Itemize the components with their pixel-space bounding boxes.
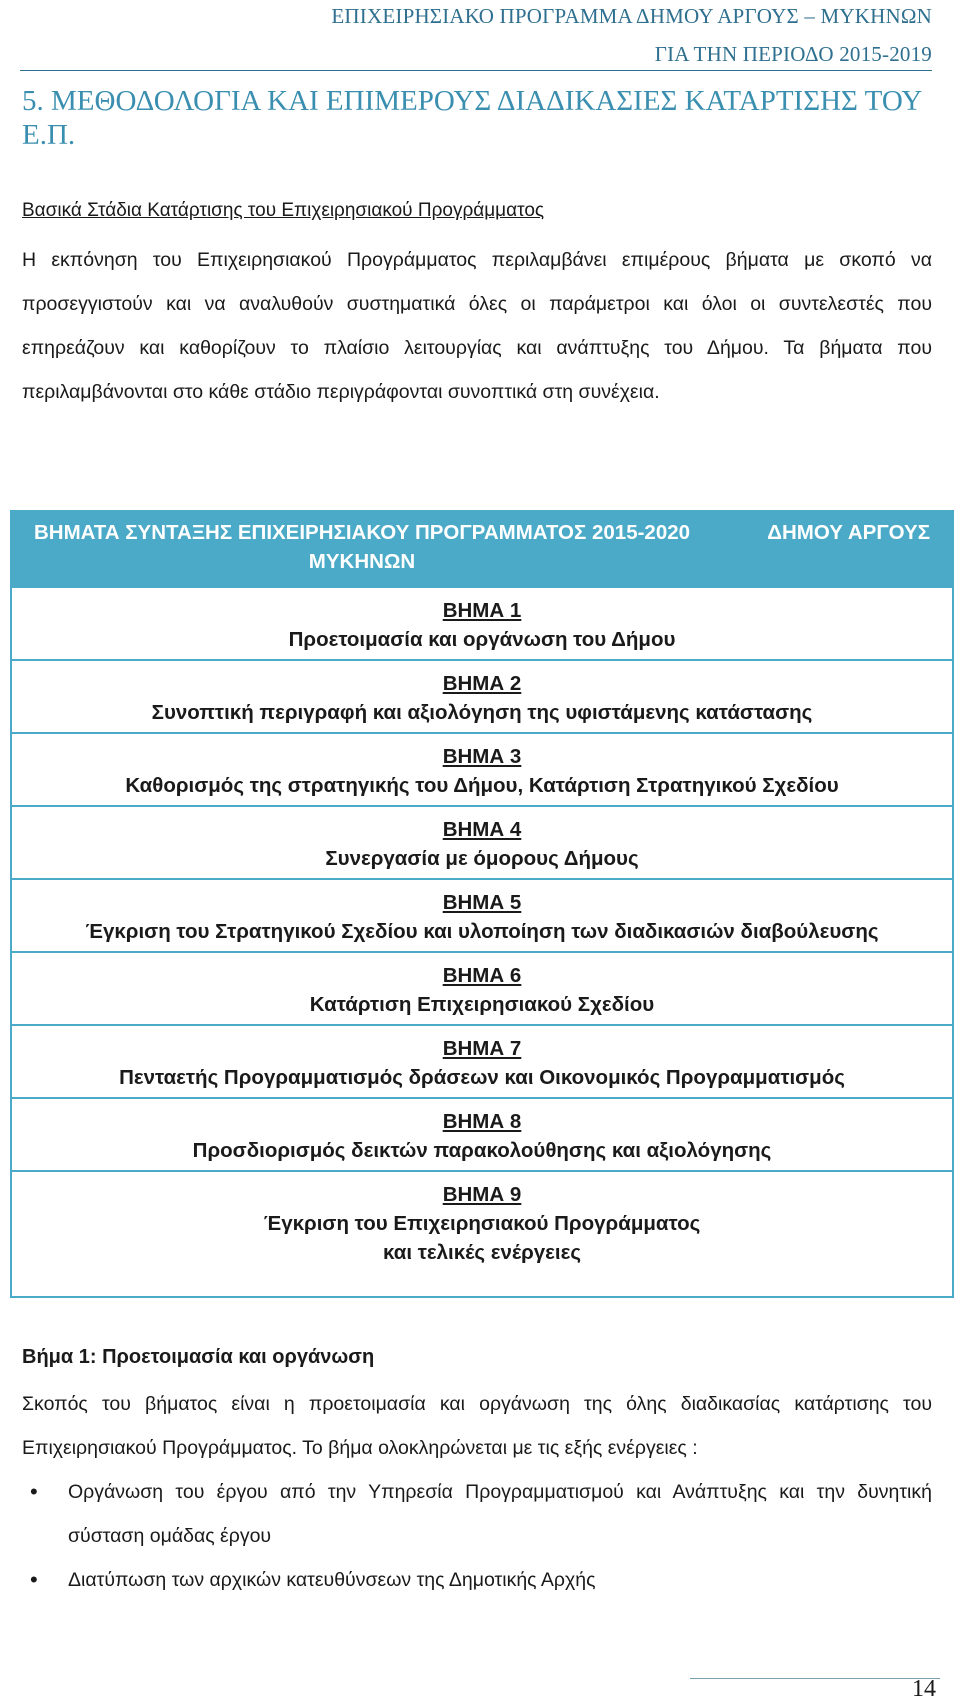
step-label: ΒΗΜΑ 7 [442, 1037, 522, 1060]
step-description: Προσδιορισμός δεικτών παρακολούθησης και αξιολόγησης [192, 1139, 772, 1162]
step-description: Πενταετής Προγραμματισμός δράσεων και Οικονομικός Προγραμματισμός [119, 1066, 845, 1089]
step-description: Έγκριση του Στρατηγικού Σχεδίου και υλοποίηση των διαδικασιών διαβούλευσης [85, 920, 879, 943]
table-header-left: ΒΗΜΑΤΑ ΣΥΝΤΑΞΗΣ ΕΠΙΧΕΙΡΗΣΙΑΚΟΥ ΠΡΟΓΡΑΜΜΑΤΟΣ 2015-2020 ΜΥΚΗΝΩΝ [33, 521, 691, 573]
subheading: Βασικά Στάδια Κατάρτισης του Επιχειρησιακού Προγράμματος [22, 200, 545, 221]
step-row [12, 732, 952, 805]
step-description: Κατάρτιση Επιχειρησιακού Σχεδίου [309, 993, 655, 1016]
section-title: 5. ΜΕΘΟΔΟΛΟΓΙΑ ΚΑΙ ΕΠΙΜΕΡΟΥΣ ΔΙΑΔΙΚΑΣΙΕΣ ΚΑΤΑΡΤΙΣΗΣ ΤΟΥ Ε.Π. [22, 85, 922, 151]
step-row [12, 659, 952, 732]
steps-table-header [12, 512, 952, 586]
step-label: ΒΗΜΑ 9 [442, 1183, 522, 1206]
step-description: Προετοιμασία και οργάνωση του Δήμου [288, 628, 676, 651]
step1-paragraph: Σκοπός του βήματος είναι η προετοιμασία και οργάνωση της όλης διαδικασίας κατάρτισης του Επιχειρησιακού Προγράμματος. Το βήμα ολοκληρώνεται με τις εξής ενέργειες : [22, 1393, 932, 1459]
table-header-right: ΔΗΜΟΥ ΑΡΓΟΥΣ [767, 521, 930, 544]
step-row [12, 1097, 952, 1170]
step-label: ΒΗΜΑ 8 [442, 1110, 522, 1133]
header-divider [20, 70, 932, 71]
step-row [12, 1170, 952, 1281]
step-row [12, 1024, 952, 1097]
step-label: ΒΗΜΑ 2 [442, 672, 522, 695]
step-label: ΒΗΜΑ 1 [442, 599, 522, 622]
step-label: ΒΗΜΑ 6 [442, 964, 522, 987]
bullet-list [22, 1470, 932, 1602]
step-label: ΒΗΜΑ 5 [442, 891, 522, 914]
step-description: Καθορισμός της στρατηγικής του Δήμου, Κατάρτιση Στρατηγικού Σχεδίου [125, 774, 839, 797]
step-row [12, 878, 952, 951]
step-description-cont: και τελικές ενέργειες [382, 1241, 582, 1264]
list-item-text: Διατύπωση των αρχικών κατευθύνσεων της Δημοτικής Αρχής [68, 1569, 596, 1591]
step-description: Έγκριση του Επιχειρησιακού Προγράμματος [263, 1212, 701, 1235]
bullet-icon: • [30, 1479, 38, 1504]
step-row [12, 586, 952, 659]
footer-divider [690, 1678, 940, 1679]
step1-heading: Βήμα 1: Προετοιμασία και οργάνωση [22, 1346, 375, 1368]
page-number: 14 [912, 1676, 936, 1702]
step-label: ΒΗΜΑ 3 [442, 745, 522, 768]
step-label: ΒΗΜΑ 4 [442, 818, 522, 841]
list-item [22, 1558, 932, 1602]
step-description: Συνοπτική περιγραφή και αξιολόγηση της υφιστάμενης κατάστασης [151, 701, 813, 724]
header-period: ΓΙΑ ΤΗΝ ΠΕΡΙΟΔΟ 2015-2019 [654, 42, 932, 66]
list-item-text: Οργάνωση του έργου από την Υπηρεσία Προγραμματισμού και Ανάπτυξης και την δυνητική σύσταση ομάδας έργου [68, 1481, 932, 1547]
header-title: ΕΠΙΧΕΙΡΗΣΙΑΚΟ ΠΡΟΓΡΑΜΜΑ ΔΗΜΟΥ ΑΡΓΟΥΣ – ΜΥΚΗΝΩΝ [331, 4, 932, 28]
step-row [12, 951, 952, 1024]
intro-paragraph: Η εκπόνηση του Επιχειρησιακού Προγράμματος περιλαμβάνει επιμέρους βήματα με σκοπό να προσεγγιστούν και να αναλυθούν συστηματικά όλες οι παράμετροι και όλοι οι συντελεστές που επηρεάζουν και καθορίζουν το πλαίσιο λειτουργίας και ανάπτυξης του Δήμου. Τα βήματα που περιλαμβάνονται στο κάθε στάδιο περιγράφονται συνοπτικά στη συνέχεια. [22, 249, 932, 403]
bullet-icon: • [30, 1567, 38, 1592]
steps-table [10, 510, 954, 1298]
list-item [22, 1470, 932, 1558]
step-row [12, 805, 952, 878]
step-description: Συνεργασία με όμορους Δήμους [325, 847, 639, 870]
